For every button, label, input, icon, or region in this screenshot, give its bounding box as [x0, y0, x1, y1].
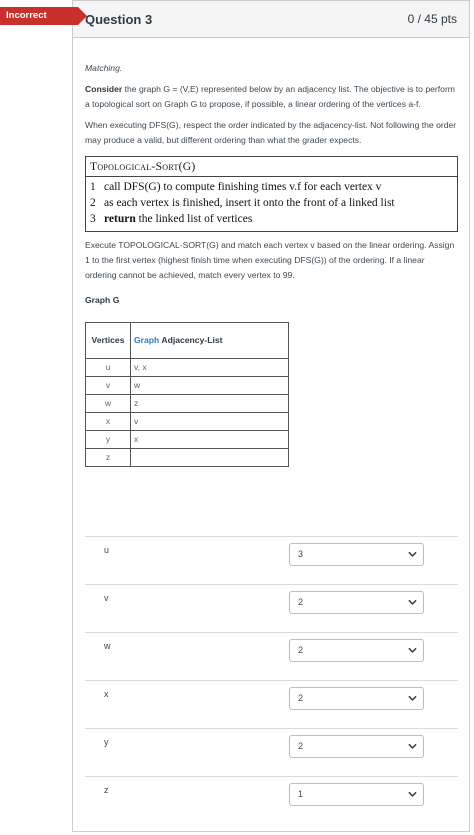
question-points: 0 / 45 pts — [407, 12, 457, 26]
question-card — [72, 0, 470, 832]
matching-answers — [85, 536, 458, 824]
table-row: w z — [86, 395, 289, 413]
chevron-down-icon — [408, 551, 417, 558]
question-body — [73, 61, 469, 467]
answer-select-v[interactable] — [289, 591, 424, 614]
table-row: u v, x — [86, 359, 289, 377]
dfs-order-note: When executing DFS(G), respect the order indicated by the adjacency-list. Not following the order may produce a valid, but different ordering than what the grader expects. — [85, 120, 457, 145]
answer-label-z: z — [104, 785, 109, 795]
answer-value-z: 1 — [298, 789, 304, 799]
answer-row-z — [85, 776, 458, 824]
answer-label-x: x — [104, 689, 109, 699]
chevron-down-icon — [408, 791, 417, 798]
question-intro — [85, 82, 457, 112]
answer-value-w: 2 — [298, 645, 304, 655]
adjacency-list-table — [85, 322, 289, 467]
answer-value-x: 2 — [298, 693, 304, 703]
question-header — [73, 1, 469, 38]
answer-value-u: 3 — [298, 549, 304, 559]
chevron-down-icon — [408, 695, 417, 702]
answer-row-v — [85, 584, 458, 632]
answer-label-u: u — [104, 545, 110, 555]
graph-label: Graph G — [85, 295, 120, 305]
question-type-label: Matching. — [85, 63, 123, 73]
answer-value-v: 2 — [298, 597, 304, 607]
question-instructions: Execute TOPOLOGICAL-SORT(G) and match each vertex v based on the linear ordering. Assign 1 to the first vertex (highest finish time when executing DFS(G)) of the ordering. If a linear ordering cannot be achieved, match every vertex to 99. — [85, 240, 455, 280]
answer-select-z[interactable] — [289, 783, 424, 806]
table-header-vertices: Vertices — [86, 323, 131, 359]
answer-select-u[interactable] — [289, 543, 424, 566]
table-header-adjacency: Graph Adjacency-List — [131, 323, 289, 359]
table-row: z — [86, 449, 289, 467]
answer-row-x — [85, 680, 458, 728]
answer-row-w — [85, 632, 458, 680]
algorithm-line-3: 3 return the linked list of vertices — [90, 213, 253, 225]
answer-label-v: v — [104, 593, 109, 603]
algorithm-title: Topological-Sort(G) — [90, 161, 196, 173]
chevron-down-icon — [408, 599, 417, 606]
answer-label-w: w — [104, 641, 111, 651]
answer-select-w[interactable] — [289, 639, 424, 662]
topological-sort-algorithm-box — [85, 156, 458, 232]
algorithm-line-2: 2 as each vertex is finished, insert it onto the front of a linked list — [90, 197, 395, 209]
answer-select-y[interactable] — [289, 735, 424, 758]
answer-row-u — [85, 536, 458, 584]
intro-text: the graph G = (V,E) represented below by an adjacency list. The objective is to perform a topological sort on Graph G to propose, if possible, a linear ordering of the vertices a-f. — [85, 84, 455, 109]
answer-select-x[interactable] — [289, 687, 424, 710]
answer-row-y — [85, 728, 458, 776]
algorithm-line-1: 1 call DFS(G) to compute finishing times v.f for each vertex v — [90, 181, 382, 193]
incorrect-status-badge: Incorrect — [0, 7, 78, 25]
question-title: Question 3 — [85, 11, 153, 27]
table-row: v w — [86, 377, 289, 395]
chevron-down-icon — [408, 647, 417, 654]
chevron-down-icon — [408, 743, 417, 750]
answer-value-y: 2 — [298, 741, 304, 751]
table-row: x v — [86, 413, 289, 431]
table-row: y x — [86, 431, 289, 449]
intro-bold-word: Consider — [85, 84, 123, 94]
answer-label-y: y — [104, 737, 109, 747]
